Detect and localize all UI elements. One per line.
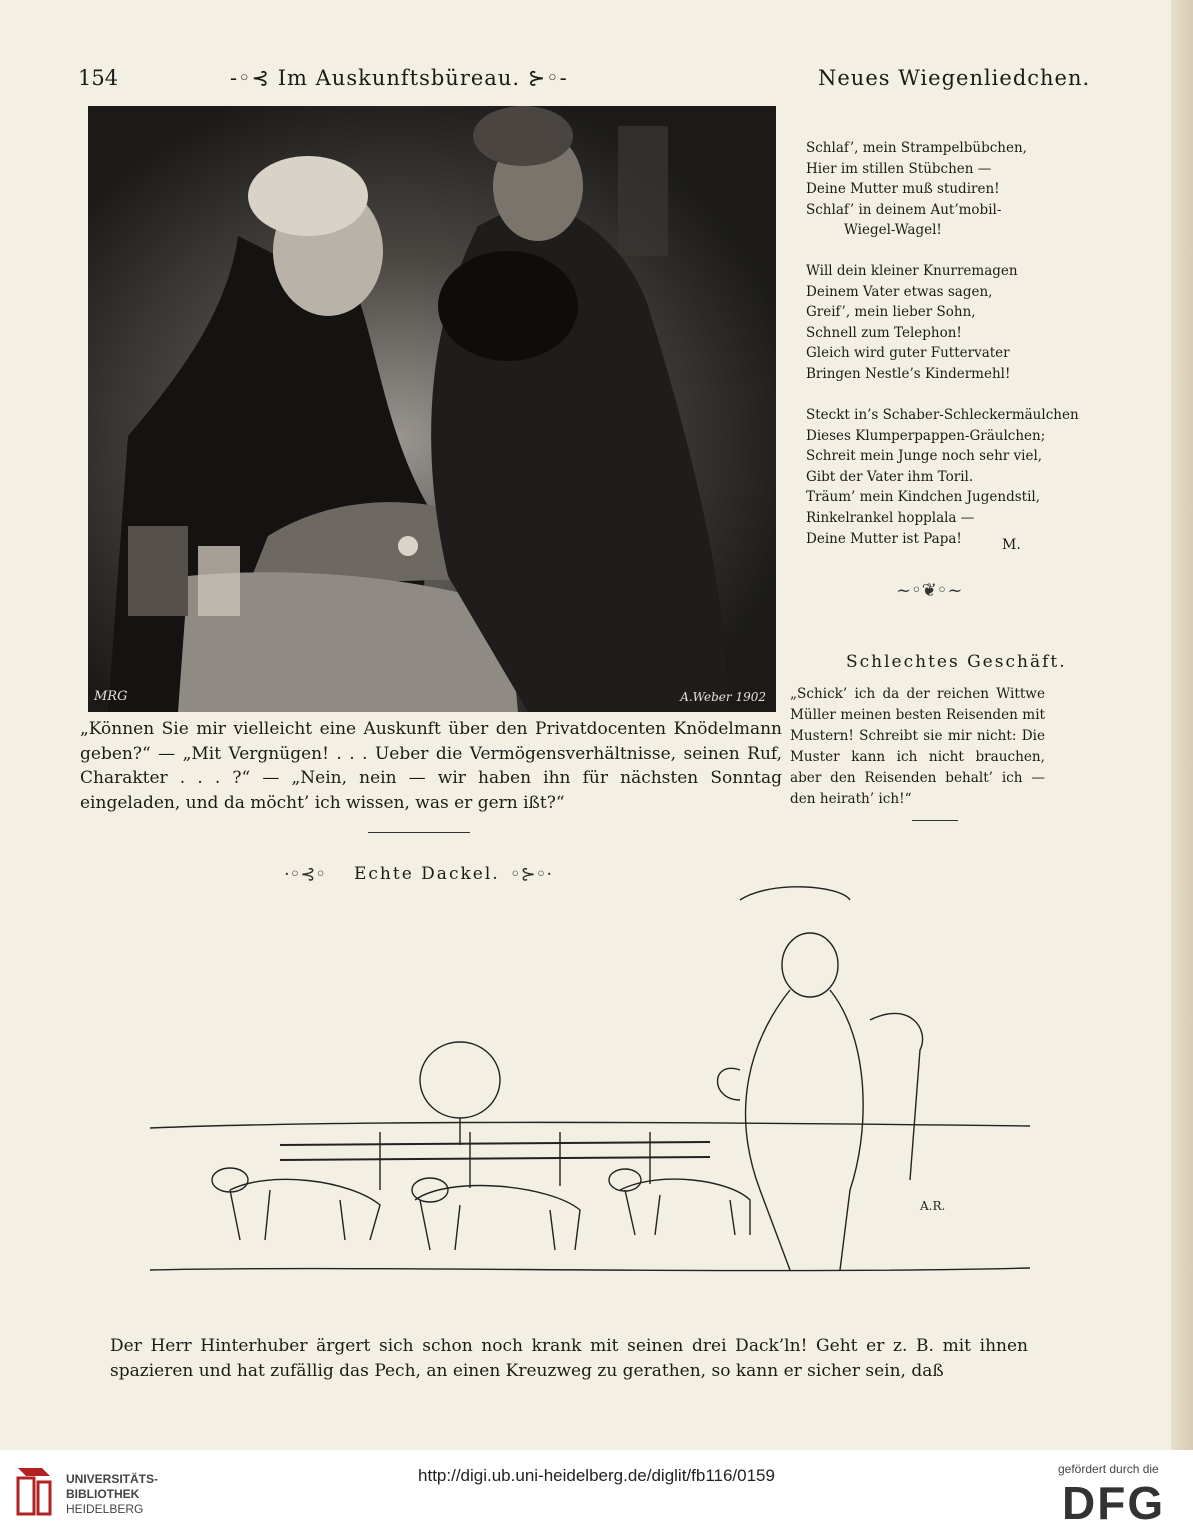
funded-by-label: gefördert durch die xyxy=(1058,1462,1159,1476)
poem-stanza-2 xyxy=(806,261,1046,385)
main-illustration xyxy=(88,106,776,712)
poem-line: Deinem Vater etwas sagen, xyxy=(806,283,993,300)
illustration-drawing xyxy=(88,106,776,712)
poem-stanza-3 xyxy=(806,405,1079,549)
poem-line: Schnell zum Telephon! xyxy=(806,324,962,341)
poem-stanza-1 xyxy=(806,138,1046,241)
page-edge xyxy=(1171,0,1193,1450)
illustration-title: -◦⊰ Im Auskunftsbüreau. ⊱◦- xyxy=(230,66,568,90)
poem-line: Rinkelrankel hopplala — xyxy=(806,509,975,526)
cartoon-title-ornament-left: ·◦⊰◦ xyxy=(284,864,327,885)
poem-line: Schlaf’, mein Strampelbübchen, xyxy=(806,140,1027,156)
story-text: „Schick’ ich da der reichen Wittwe Müller meinen besten Reisenden mit Mustern! Schreibt sie mir nicht: Die Muster kann ich nicht brauchen, aber den Reisenden behalt’ ich — den heirath’ ich!“ xyxy=(790,686,1045,807)
poem-line: Greif’, mein lieber Sohn, xyxy=(806,304,976,321)
cartoon-title: Echte Dackel. xyxy=(354,864,500,884)
cartoon-drawing xyxy=(150,870,1030,1300)
poem-line: Schlaf’ in deinem Aut’mobil- xyxy=(806,201,1002,218)
cartoon-title-ornament-right: ◦⊱◦· xyxy=(510,864,553,885)
poem-line: Deine Mutter ist Papa! xyxy=(806,530,962,547)
story-divider xyxy=(912,820,958,821)
poem-line: Steckt in’s Schaber-Schleckermäulchen xyxy=(806,407,1079,423)
poem-line: Gleich wird guter Futtervater xyxy=(806,345,1010,362)
poem-title: Neues Wiegenliedchen. xyxy=(818,66,1091,90)
poem-line: Wiegel-Wagel! xyxy=(844,222,942,239)
footer-bar xyxy=(0,1450,1193,1536)
institution-line-1: UNIVERSITÄTS- xyxy=(66,1472,159,1486)
story-title: Schlechtes Geschäft. xyxy=(846,652,1067,672)
illustration-caption: „Können Sie mir vielleicht eine Auskunft über den Privatdocenten Knödelmann geben?“ — „Mit Vergnügen! . . . Ueber die Vermögensverhältnisse, seinen Ruf, Charakter . . . ?“ — „Nein, nein — wir haben ihn für nächsten Sonntag eingeladen, und da möcht’ ich wissen, was er gern ißt?“ xyxy=(80,719,782,813)
caption-divider xyxy=(368,832,470,833)
poem-line: Träum’ mein Kindchen Jugendstil, xyxy=(806,489,1041,506)
cartoon-caption: Der Herr Hinterhuber ärgert sich schon noch krank mit seinen drei Dack’ln! Geht er z. B. mit ihnen spazieren und hat zufällig das Pech, an einen Kreuzweg zu gerathen, so kann er sicher sein, daß xyxy=(110,1336,1028,1381)
poem-line: Gibt der Vater ihm Toril. xyxy=(806,468,974,485)
poem-line: Hier im stillen Stübchen — xyxy=(806,160,992,177)
institution-line-3: HEIDELBERG xyxy=(66,1502,144,1516)
cartoon-signature: A.R. xyxy=(920,1199,946,1213)
illustration-signature-left: MRG xyxy=(94,689,128,704)
poem-line: Will dein kleiner Knurremagen xyxy=(806,263,1018,279)
poem-line: Bringen Nestle’s Kindermehl! xyxy=(806,365,1011,382)
illustration-signature-right: A.Weber 1902 xyxy=(680,690,766,704)
dfg-logo: DFG xyxy=(1062,1477,1166,1529)
poem-line: Deine Mutter muß studiren! xyxy=(806,181,1000,198)
poem-line: Dieses Klumperpappen-Gräulchen; xyxy=(806,427,1046,444)
permalink-url[interactable]: http://digi.ub.uni-heidelberg.de/diglit/fb116/0159 xyxy=(418,1466,775,1485)
poem-signature: M. xyxy=(1002,537,1021,553)
institution-line-2: BIBLIOTHEK xyxy=(66,1487,140,1501)
page-number: 154 xyxy=(78,66,119,90)
fleuron-ornament: ~◦❦◦~ xyxy=(896,580,963,601)
poem-line: Schreit mein Junge noch sehr viel, xyxy=(806,448,1043,465)
